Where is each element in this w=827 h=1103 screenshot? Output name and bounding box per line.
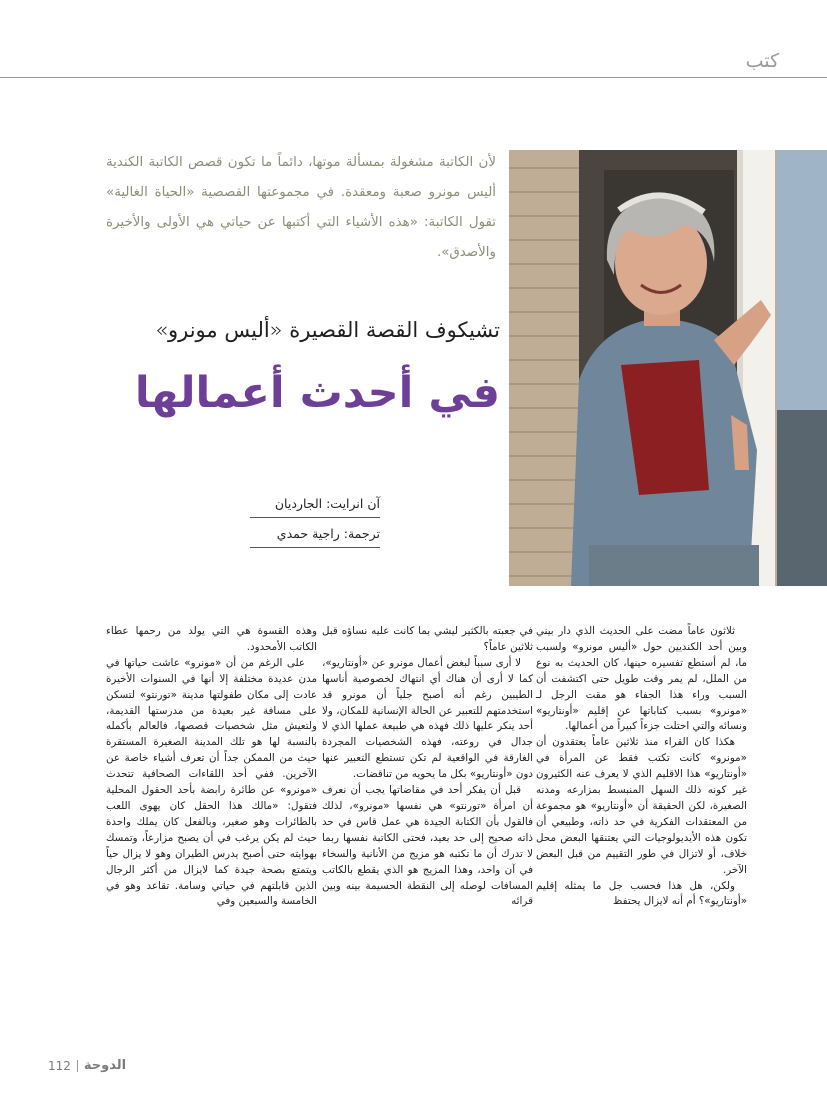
body-paragraph: وهذه القسوة هي التي يولد من رحمها عطاء الكاتب الأمحدود. (106, 625, 317, 653)
body-paragraph: في جعبته بالكثير ليشي بما كانت عليه نساؤه قبل ثلاثين عاماً؟ (322, 625, 533, 653)
magazine-logo: الدوحة (83, 1058, 127, 1073)
page-footer (48, 1058, 126, 1073)
body-paragraph: لا أرى سبباً لبغض أعمال مونرو عن «أونتاريو»، كما لا أرى أن هناك أي انتهاك لخصوصية أناسها الطيبين رغم أنه أصبح جلياً أن مونرو قد استخدمتهم للتعبير عن الحالة الإنسانية للمكان، ولا أحد ينكر عليها ذلك فهذه هي طبيعة عملها الذي لا جدال في روعته، فهذه الشخصيات المجردة الغارقة في الواقعية لم تكن تستطع التعبير عنها دون «أونتاريو» بكل ما يحويه من تناقضات. (322, 656, 533, 781)
body-paragraph: على الرغم من أن «مونرو» عاشت حياتها في مدن عديدة مختلفة إلا أنها في السنوات الأخيرة عادت إلى مكان طفولتها مدينة «تورنتو» لتسكن على مسافة غير بعيدة من مدرستها القديمة، ولتعيش مثل شخصيات قصصها، فالعالم بأكمله بالنسبة لها هو تلك المدينة الصغيرة المستقرة حيث من الممكن جداً أن تعرف أشياء خاصة عن الآخرين. ففي أحد اللقاءات الصحافية تتحدث «مونرو» عن طائرة رابضة بأحد الحقول المحلية فتقول: «مالك هذا الحقل كان يهوى اللعب بالطائرات وهو صغير، وبالفعل كان يملك واحدة حيث لم يكن يرغب في أن يصبح مزارعاً، وتمسك بهوايته حتى أصبح يدرس الطيران وهو لا يزال حياً ويتمتع بصحة جيدة كما لايزال من أكثر الرجال الذين قابلتهم في حياتي وسامة. تقاعد وهو في الخامسة والسبعين وفي (106, 656, 317, 908)
body-paragraph: ولكن، هل هذا فحسب جل ما يمثله إقليم «أونتاريو»؟ أم أنه لايزال يحتفظ (536, 879, 747, 908)
body-column-1 (536, 624, 747, 910)
body-paragraph: هكذا كان القراء منذ ثلاثين عاماً يعتقدون أن «مونرو» كانت تكتب فقط عن المرأة في «أونتاريو» هذا الاقليم الذي لا يعرف عنه الكثيرون غير كونه ذلك السهل المنبسط بمزارعه ومدنه الصغيرة، لكن الحقيقة أن «أونتاريو» هو مجموعة من المعتقدات الفكرية في حد ذاته، وطبيعي أن تكون هذه الأيديولوجيات التي يعتنقها البعض محل خلاف، أو لاتزال في طور التقييم من قبل البعض الآخر. (536, 736, 747, 876)
header-rule (0, 77, 827, 78)
article-kicker: تشيكوف القصة القصيرة «أليس مونرو» (155, 318, 500, 342)
body-paragraph: قبل أن يفكر أحد في مقاضاتها يجب أن نعرف أن امرأة «تورنتو» هي نفسها «مونرو»، لذلك فالقول بأن الكتابة الجيدة هي عمل قاس في حد ذاته صحيح إلى حد بعيد، فحتى الكاتبة نفسها ربما لا تدرك أن ما تكتبه هو مزيج من الأنانية والسخاء في آن واحد، وهذا المزيج هو الذي يقطع بالكاتب المسافات لوصله إلى النقطة الحسيمة بينه وبين قرائه (322, 784, 533, 908)
translator-credit: ترجمة: راجية حمدي (250, 522, 380, 548)
footer-divider (77, 1060, 78, 1072)
author-credit: آن انرايت: الجارديان (250, 492, 380, 518)
page-number: 112 (48, 1058, 71, 1073)
body-paragraph: ثلاثون عاماً مضت على الحديث الذي دار بيني وبين أحد الكنديين حول «أليس مونرو» ولسبب ما، لم أستطع تفسيره حينها، كان الحديث به نوع من الملل، لم يمر وقت طويل حتى اكتشفت أن السبب وراء هذا الجفاء هو مقت الرجل لـ «مونرو» بسبب كتاباتها عن إقليم «أونتاريو» ونسائه والتي احتلت جزءاً كبيراً من أعمالها. (536, 625, 747, 733)
section-label: كتب (745, 50, 779, 72)
author-photo (509, 150, 827, 586)
article-headline: في أحدث أعمالها (134, 368, 500, 418)
byline (250, 492, 380, 552)
body-column-2 (322, 624, 533, 910)
intro-paragraph: لأن الكاتبة مشغولة بمسألة موتها، دائماً ما تكون قصص الكاتبة الكندية أليس مونرو صعبة ومعقدة. في مجموعتها القصصية «الحياة الغالية» تقول الكاتبة: «هذه الأشياء التي أكتبها عن حياتي هي الأولى والأخيرة والأصدق». (106, 155, 496, 260)
body-column-3 (106, 624, 317, 910)
